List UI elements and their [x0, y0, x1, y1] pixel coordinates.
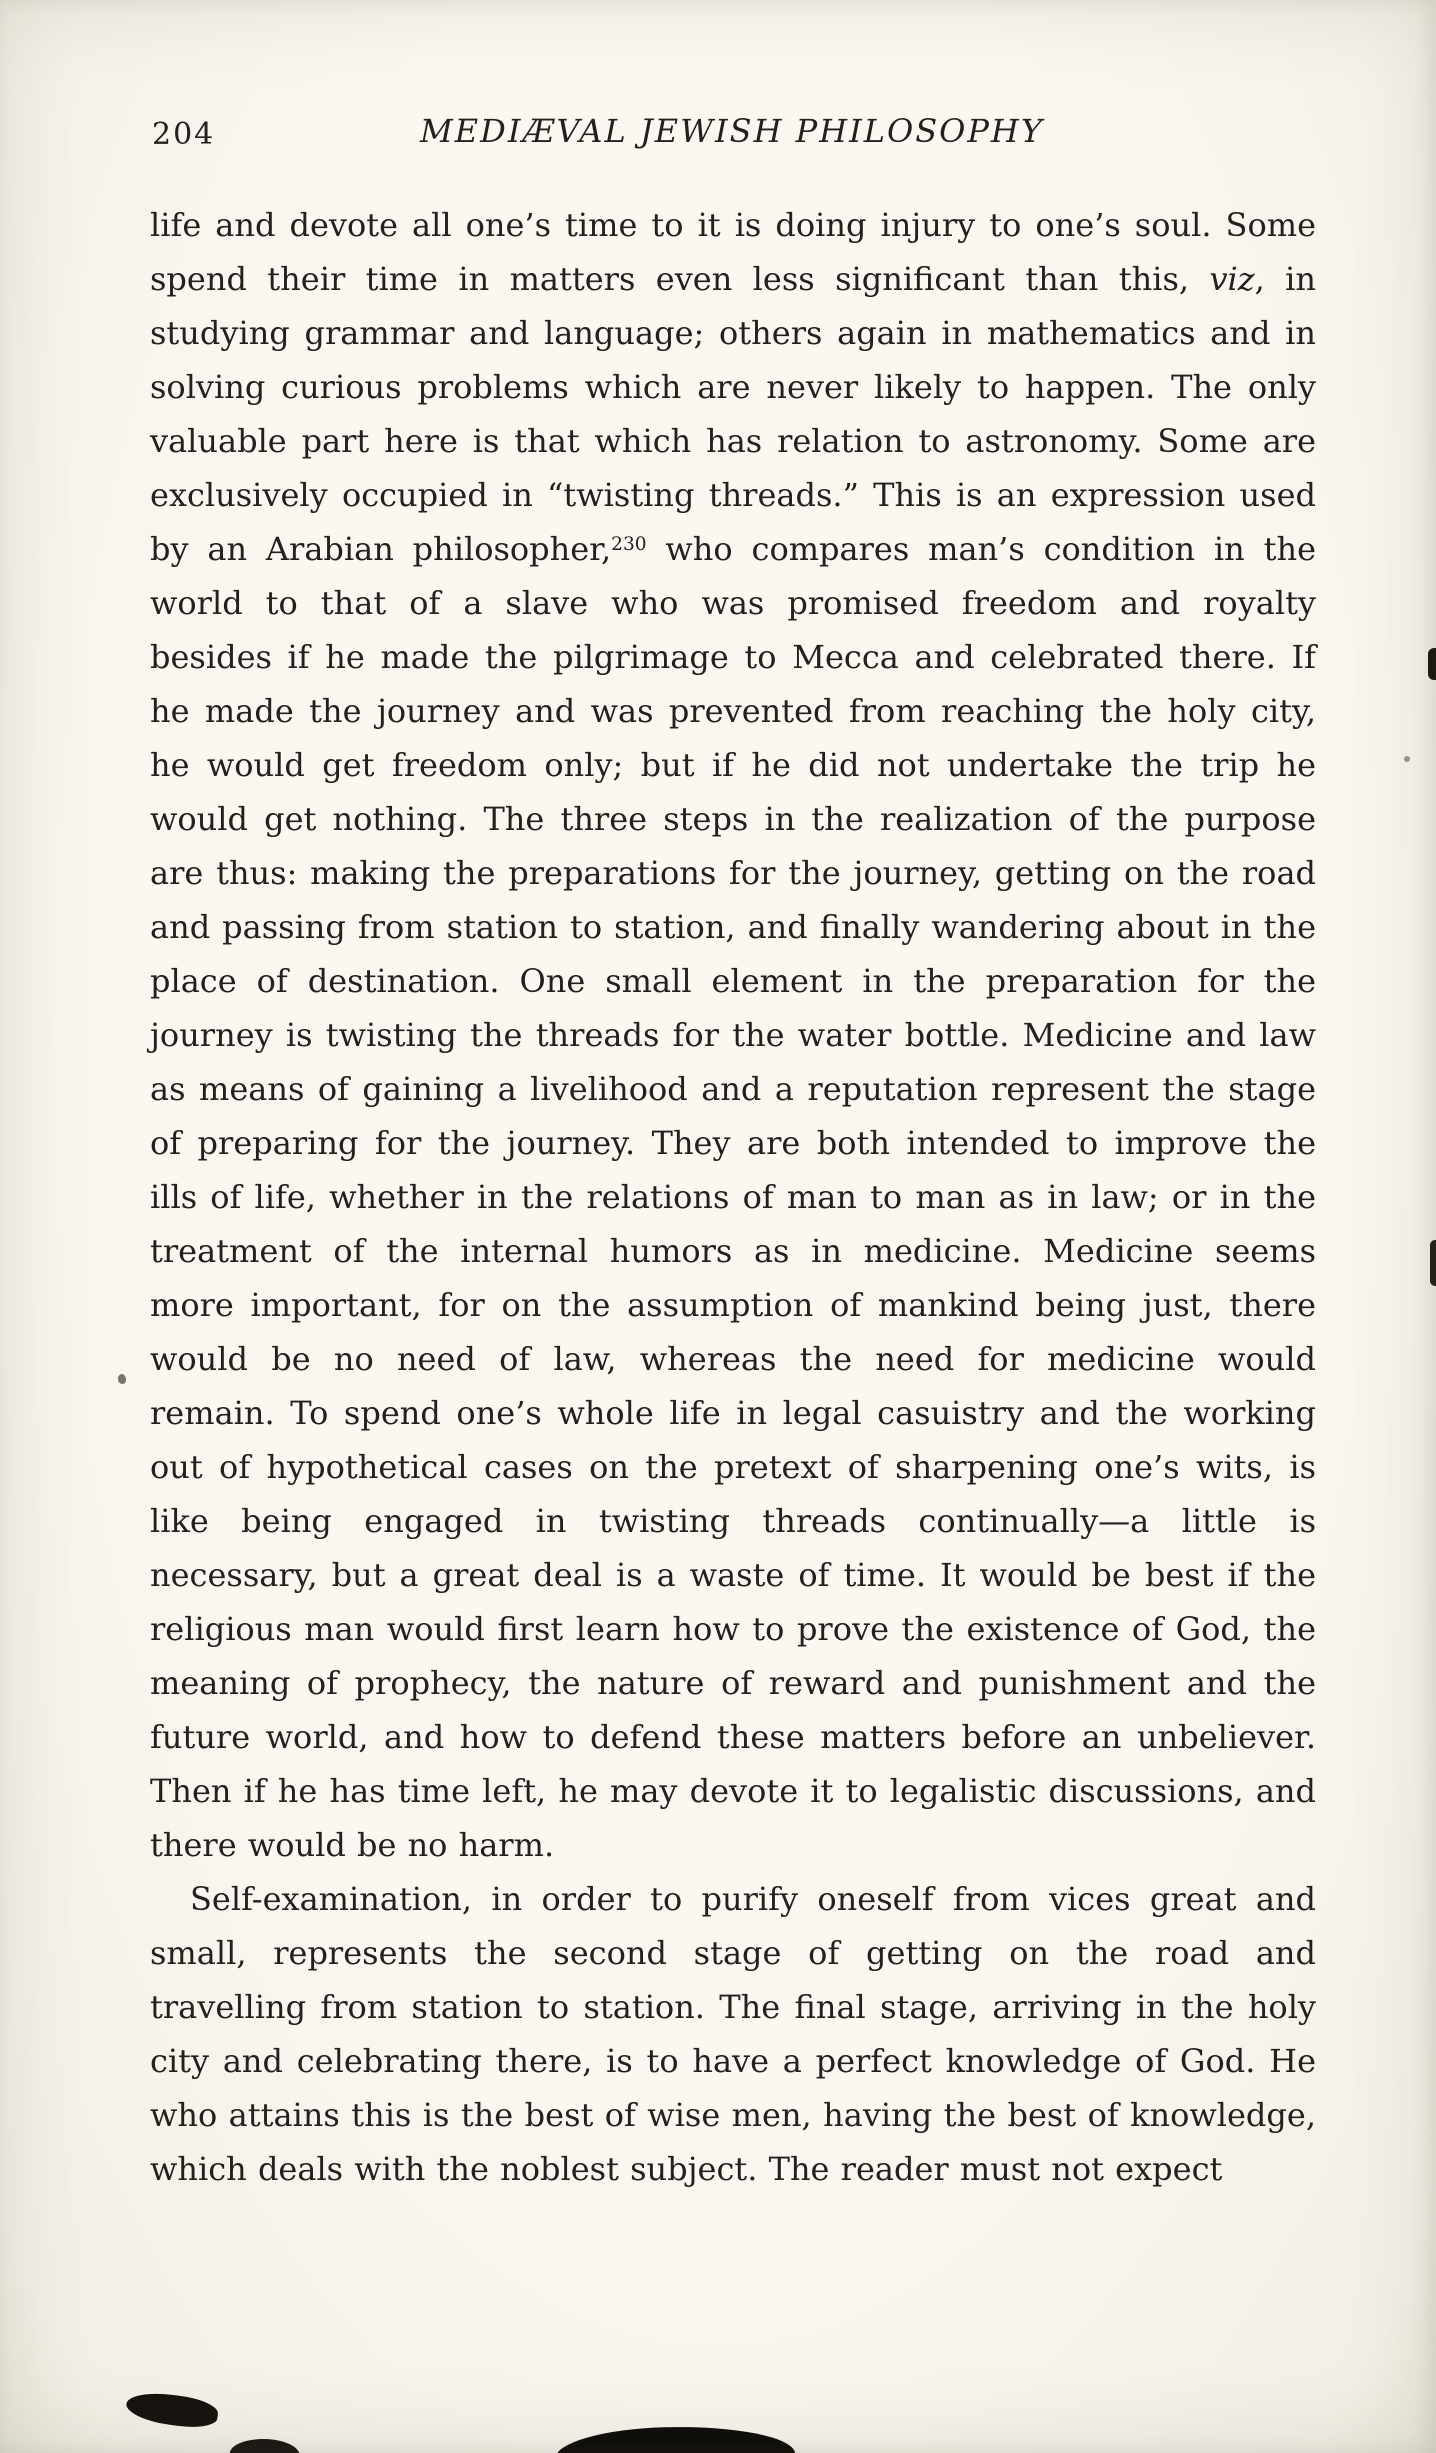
scan-artifact-right-edge-mark	[1428, 648, 1436, 680]
page-header	[150, 112, 1314, 160]
footnote-reference-230: 230	[611, 533, 647, 555]
body-text-italic-viz: viz	[1209, 260, 1255, 298]
scan-artifact-bottom-left-blot	[125, 2390, 220, 2431]
text-block	[150, 198, 1316, 2196]
paragraph-1	[150, 198, 1316, 1872]
body-text-segment: , in studying grammar and language; others again in mathematics and in solving curious problems which are never likely to happen. The only valuable part here is that which has relation to astronomy. Some are exclusively occupied in “twisting threads.” This is an expression used by an Arabian philosopher,	[150, 260, 1317, 568]
body-text-segment: Self-examination, in order to purify oneself from vices great and small, represents the second stage of getting on the road and travelling from station to station. The final stage, arriving in the holy city and celebrating there, is to have a perfect knowledge of God. He who attains this is the best of wise men, having the best of knowledge, which deals with the noblest subject. The reader must not expect	[150, 1880, 1316, 2188]
body-text-segment: life and devote all one’s time to it is doing injury to one’s soul. Some spend their time in matters even less significant than this,	[150, 206, 1316, 298]
body-text-segment: who compares man’s condition in the world to that of a slave who was promised freedom and royalty besides if he made the pilgrimage to Mecca and celebrated there. If he made the journey and was prevented from reaching the holy city, he would get freedom only; but if he did not undertake the trip he would get nothing. The three steps in the realization of the purpose are thus: making the preparations for the journey, getting on the road and passing from station to station, and finally wandering about in the place of destination. One small element in the preparation for the journey is twisting the threads for the water bottle. Medicine and law as means of gaining a livelihood and a reputation represent the stage of preparing for the journey. They are both intended to improve the ills of life, whether in the relations of man to man as in law; or in the treatment of the internal humors as in medicine. Medicine seems more important, for on the assumption of mankind being just, there would be no need of law, whereas the need for medicine would remain. To spend one’s whole life in legal casuistry and the working out of hypothetical cases on the pretext of sharpening one’s wits, is like being engaged in twisting threads continually—a little is necessary, but a great deal is a waste of time. It would be best if the religious man would first learn how to prove the existence of God, the meaning of prophecy, the nature of reward and punishment and the future world, and how to defend these matters before an unbeliever. Then if he has time left, he may devote it to legalistic discussions, and there would be no harm.	[150, 530, 1317, 1864]
scan-artifact-right-margin-speck	[1404, 756, 1410, 762]
paragraph-2	[150, 1872, 1316, 2196]
scan-artifact-bottom-edge-blot	[229, 2437, 300, 2453]
scan-artifact-bottom-edge-blot	[555, 2424, 796, 2453]
running-head: MEDIÆVAL JEWISH PHILOSOPHY	[420, 112, 1044, 150]
scan-artifact-left-margin-speck	[118, 1374, 126, 1384]
scan-artifact-right-edge-mark	[1430, 1240, 1436, 1286]
page-number: 204	[152, 117, 216, 152]
